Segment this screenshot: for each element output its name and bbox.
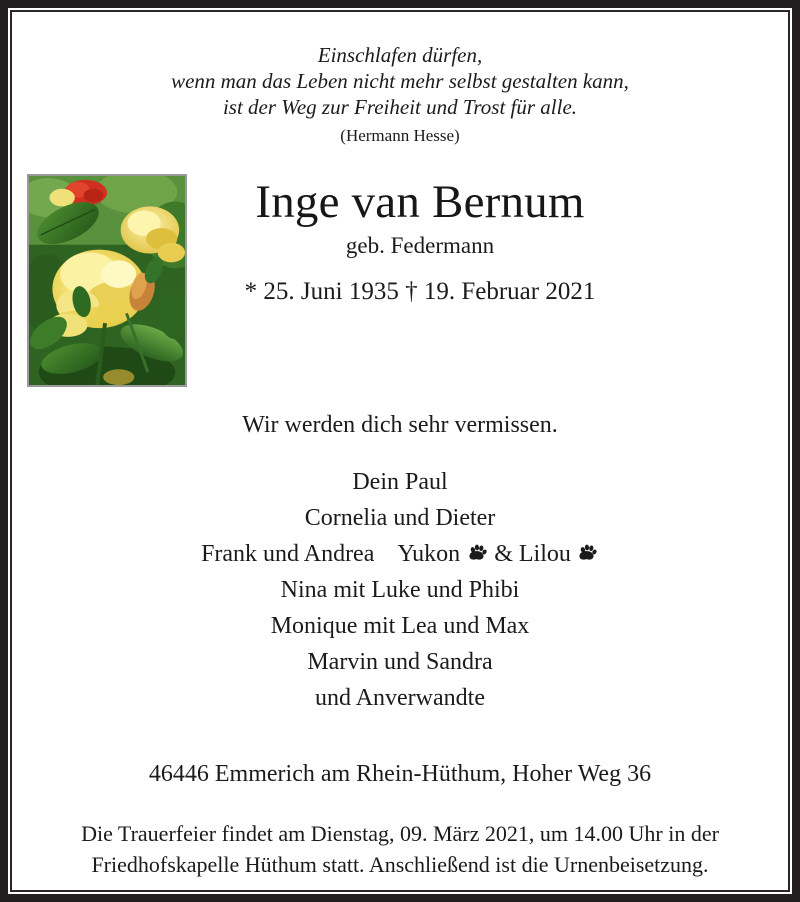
funeral-service-details bbox=[12, 818, 788, 880]
farewell-message bbox=[12, 408, 788, 442]
service-line-1: Die Trauerfeier findet am Dienstag, 09. März 2021, um 14.00 Uhr in der bbox=[81, 821, 719, 846]
survivors-list bbox=[12, 464, 788, 716]
list-item-label: Frank und Andrea Yukon bbox=[201, 541, 467, 567]
quote-line-3: ist der Weg zur Freiheit und Trost für alle. bbox=[222, 95, 578, 119]
list-item: Monique mit Lea und Max bbox=[270, 613, 530, 639]
list-item-with-pets bbox=[12, 536, 788, 572]
list-item: Dein Paul bbox=[352, 469, 448, 495]
quote-attribution: (Hermann Hesse) bbox=[340, 126, 460, 145]
list-item: und Anverwandte bbox=[315, 685, 485, 711]
life-dates: * 25. Juni 1935 † 19. Februar 2021 bbox=[244, 278, 596, 305]
quote-line-1: Einschlafen dürfen, bbox=[317, 43, 483, 67]
list-item: Marvin und Sandra bbox=[307, 649, 493, 675]
roses-illustration bbox=[29, 176, 185, 385]
list-item-label-mid: & Lilou bbox=[488, 541, 577, 567]
list-item: Nina mit Luke und Phibi bbox=[280, 577, 520, 603]
quote-line-2: wenn man das Leben nicht mehr selbst gestalten kann, bbox=[171, 69, 629, 93]
yellow-roses-photo bbox=[27, 174, 187, 387]
address-line: 46446 Emmerich am Rhein-Hüthum, Hoher Weg 36 bbox=[148, 761, 652, 787]
list-item: Cornelia und Dieter bbox=[304, 505, 496, 531]
service-line-2: Friedhofskapelle Hüthum statt. Anschließend ist die Urnenbeisetzung. bbox=[91, 852, 709, 877]
portrait-row bbox=[12, 174, 788, 406]
paw-print-icon bbox=[468, 543, 487, 562]
paw-print-icon bbox=[578, 543, 597, 562]
maiden-name: geb. Federmann bbox=[345, 233, 495, 258]
farewell-line: Wir werden dich sehr vermissen. bbox=[242, 412, 558, 438]
memorial-quote bbox=[12, 12, 788, 148]
obituary-inner-rule bbox=[10, 10, 790, 892]
page-title: Inge van Bernum bbox=[255, 176, 585, 228]
